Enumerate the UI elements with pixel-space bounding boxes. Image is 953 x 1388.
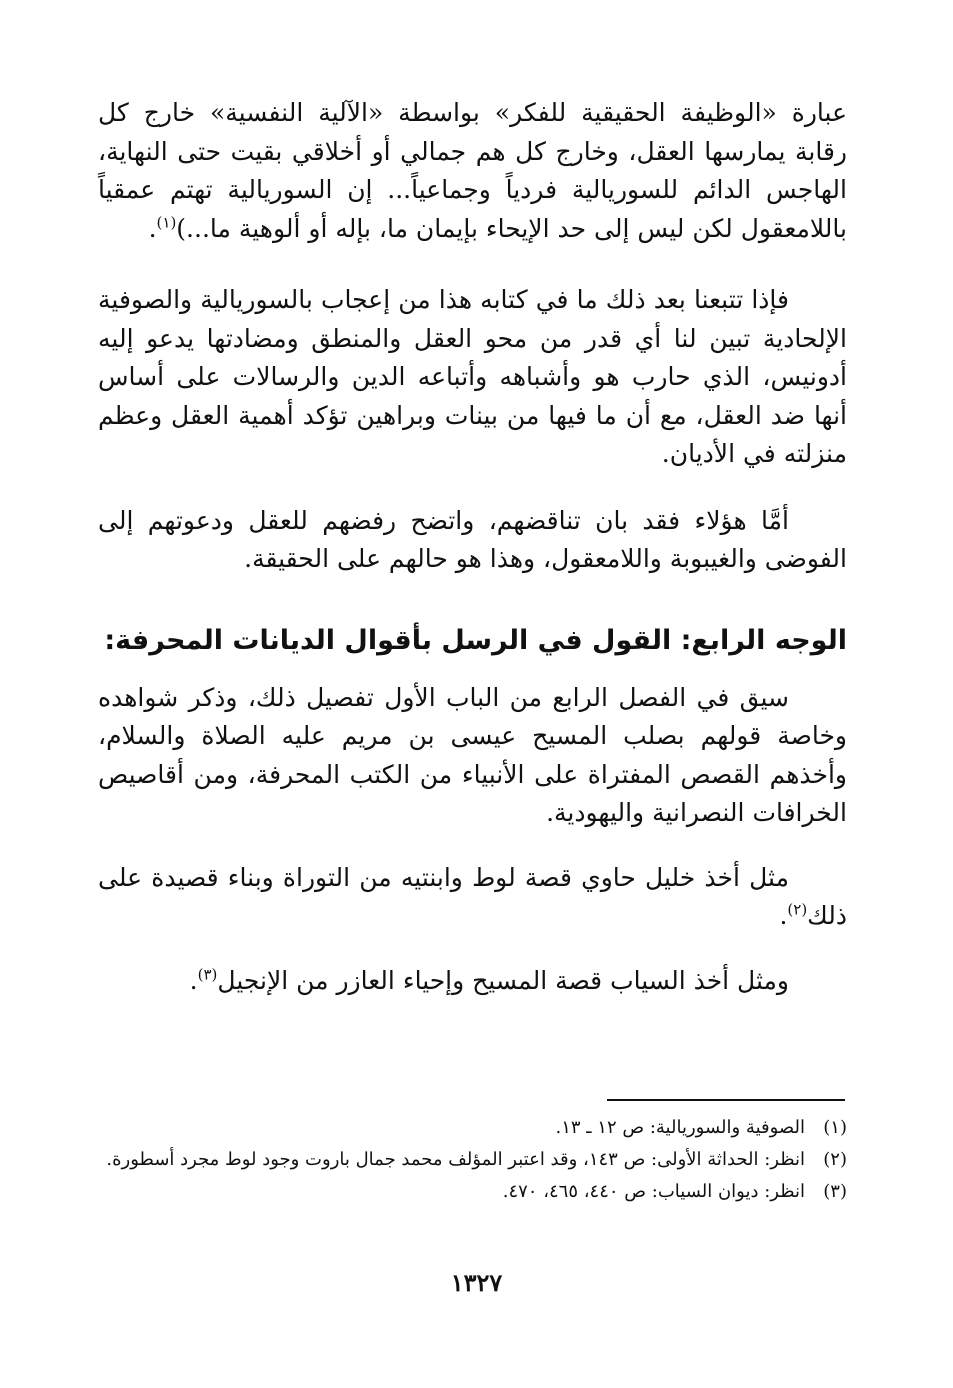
paragraph-1-text: عبارة «الوظيفة الحقيقية للفكر» بواسطة «الآلية النفسية» خارج كل رقابة يمارسها العقل، وخارج كل هم جمالي أو أخلاقي بقيت حتى النهاية، الهاجس الدائم للسوريالية فردياً وجماعياً... إن السوريالية تهتم عمقياً باللامعقول لكن ليس إلى حد الإيحاء بإيمان ما، بإله أو ألوهية ما...) [98,98,847,243]
footnote-item [98,1144,847,1176]
paragraph-5-text: مثل أخذ خليل حاوي قصة لوط وابنتيه من التوراة وبناء قصيدة على ذلك [98,862,847,930]
paragraph-6-text: ومثل أخذ السياب قصة المسيح وإحياء العازر من الإنجيل [217,965,789,995]
footnotes [98,1112,847,1208]
paragraph-6-end: . [189,965,198,995]
paragraph-1-end: . [148,213,157,243]
footnote-number: (٢) [823,1149,847,1170]
footnote-ref-3: (٣) [197,965,218,984]
section-heading: الوجه الرابع: القول في الرسل بأقوال الديانات المحرفة: [104,624,847,656]
paragraph-5-end: . [779,901,788,930]
page-number: ١٣٢٧ [450,1268,503,1297]
footnote-number: (٣) [823,1181,847,1202]
footnote-text: انظر: الحداثة الأولى: ص ١٤٣، وقد اعتبر المؤلف محمد جمال باروت وجود لوط مجرد أسطورة. [106,1149,805,1170]
footnote-text: الصوفية والسوريالية: ص ١٢ ـ ١٣. [555,1117,805,1138]
footnote-ref-1: (١) [156,213,177,232]
paragraph-5 [98,859,847,936]
footnote-ref-2: (٢) [787,900,808,919]
paragraph-1 [98,94,847,248]
paragraph-6 [98,962,847,1001]
paragraph-4: سيق في الفصل الرابع من الباب الأول تفصيل ذلك، وذكر شواهده وخاصة قولهم بصلب المسيح عيسى بن مريم عليه الصلاة والسلام، وأخذهم القصص المفتراة على الأنبياء من الكتب المحرفة، ومن أقاصيص الخرافات النصرانية واليهودية. [98,682,847,827]
paragraph-3: أمَّا هؤلاء فقد بان تناقضهم، واتضح رفضهم للعقل ودعوتهم إلى الفوضى والغيبوبة واللامعقول، وهذا هو حالهم على الحقيقة. [98,505,847,573]
footnote-item [98,1176,847,1208]
paragraph-2: فإذا تتبعنا بعد ذلك ما في كتابه هذا من إعجاب بالسوريالية والصوفية الإلحادية تبين لنا أي قدر من محو العقل والمنطق ومضادتها يدعو إليه أدونيس، الذي حارب هو وأشباهه وأتباعه الدين والرسالات على أساس أنها ضد العقل، مع أن ما فيها من بينات وبراهين تؤكد أهمية العقل وعظم منزلته في الأديان. [98,285,847,468]
footnote-item [98,1112,847,1144]
footnote-number: (١) [823,1117,847,1138]
footnote-text: انظر: ديوان السياب: ص ٤٤٠، ٤٦٥، ٤٧٠. [502,1181,805,1202]
footnote-separator [607,1099,845,1101]
